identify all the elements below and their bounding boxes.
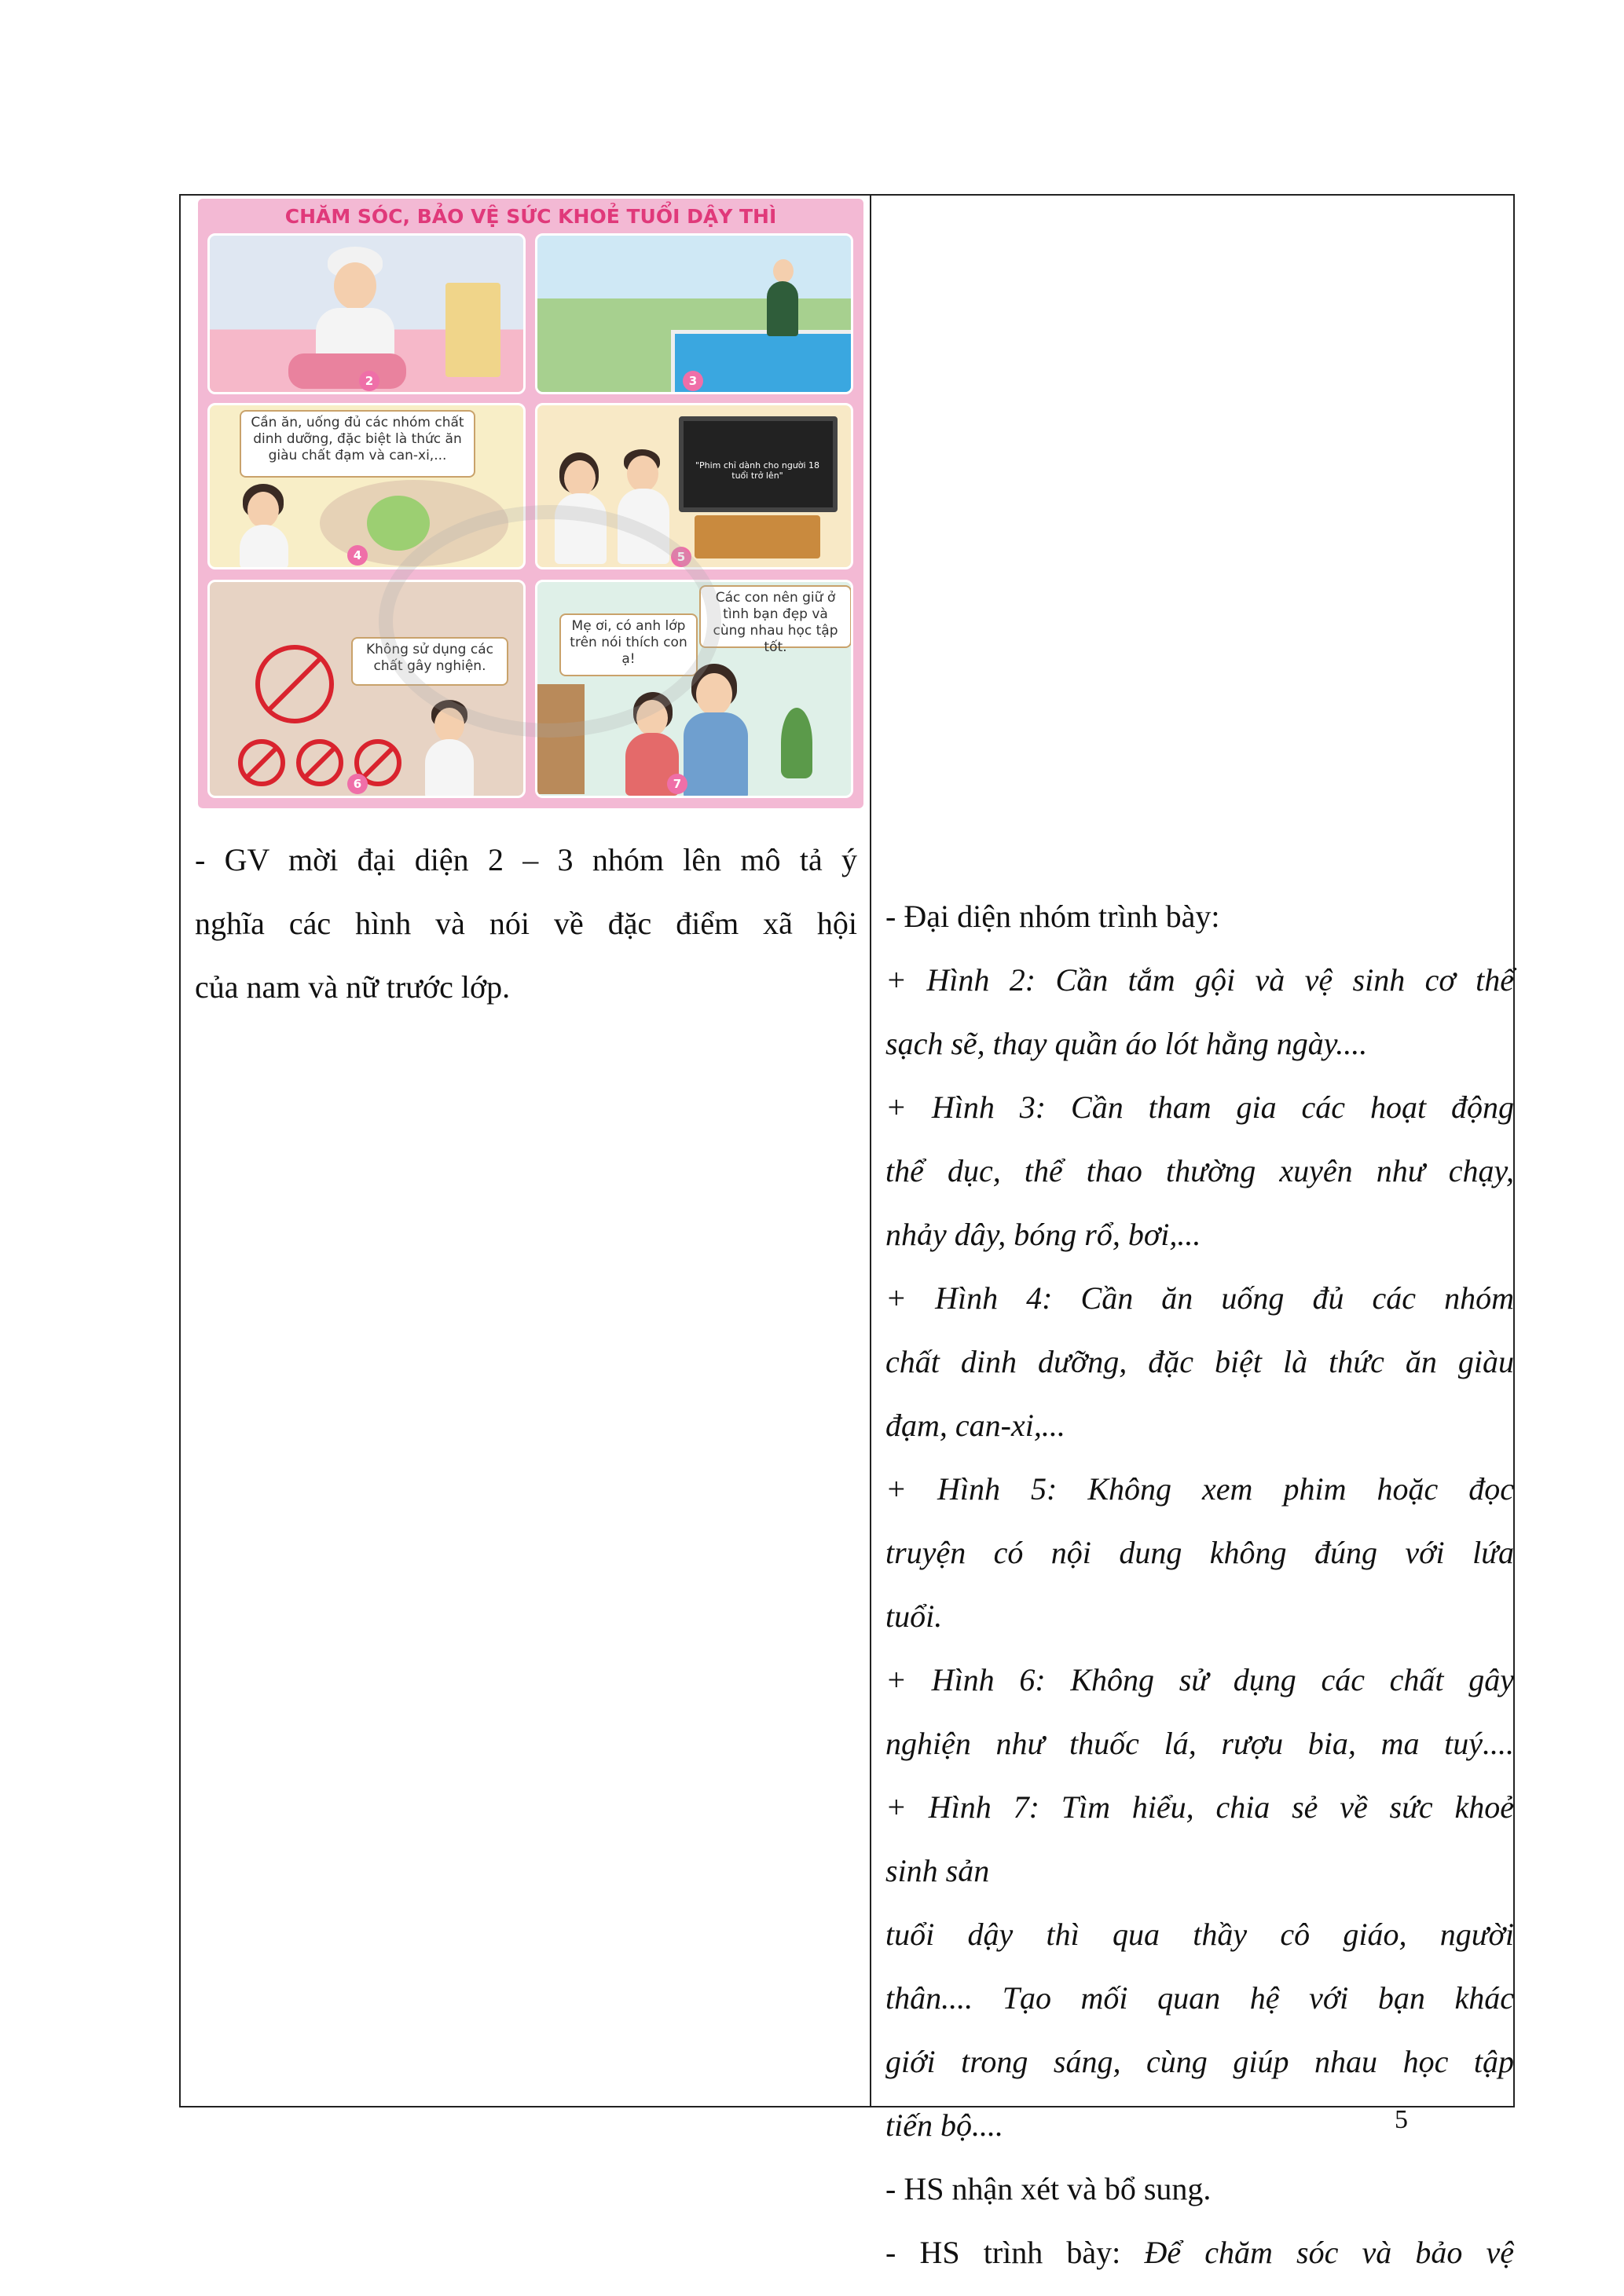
figure-title: CHĂM SÓC, BẢO VỆ SỨC KHOẺ TUỔI DẬY THÌ [284, 205, 777, 228]
text-line: nhảy dây, bóng rổ, bơi,... [885, 1217, 1201, 1252]
text-continuation: Để chăm sóc và bảo vệ [1144, 2235, 1514, 2270]
text-line [885, 2221, 1514, 2284]
text-line: + Hình 6: Không sử dụng các chất gây [885, 1662, 1514, 1697]
text-line: - Đại diện nhóm trình bày: [885, 899, 1220, 934]
text-line: chất dinh dưỡng, đặc biệt là thức ăn giàu [885, 1344, 1514, 1379]
content-table [179, 194, 1515, 2270]
text-line: nghĩa các hình và nói về đặc điểm xã hội [195, 906, 857, 941]
text-line: + Hình 2: Cần tắm gội và vệ sinh cơ thể [885, 962, 1514, 998]
text-line: + Hình 3: Cần tham gia các hoạt động [885, 1089, 1514, 1125]
text-line: thể dục, thể thao thường xuyên như chạy, [885, 1153, 1514, 1188]
text-line: + Hình 7: Tìm hiểu, chia sẻ về sức khoẻ [885, 1789, 1514, 1825]
text-line: + Hình 4: Cần ăn uống đủ các nhóm [885, 1280, 1514, 1316]
panel-number: 3 [683, 371, 703, 391]
teacher-instruction [195, 828, 857, 1019]
text-line: tiến bộ.... [885, 2107, 1003, 2143]
panel-number: 5 [671, 547, 691, 567]
speech-bubble: Cần ăn, uống đủ các nhóm chất dinh dưỡng, đặc biệt là thức ăn giàu chất đạm và can-xi,... [240, 410, 475, 478]
speech-bubble: Các con nên giữ ở tình bạn đẹp và cùng nhau học tập tốt. [699, 585, 852, 648]
panel-sports [535, 233, 853, 394]
tv-caption: "Phim chỉ dành cho người 18 tuổi trở lên" [695, 460, 820, 481]
publisher-watermark [379, 505, 721, 738]
text-line: - HS nhận xét và bổ sung. [885, 2171, 1212, 2206]
panel-number: 6 [347, 774, 368, 794]
left-column [181, 196, 871, 2106]
text-line: truyện có nội dung không đúng với lứa [885, 1535, 1514, 1570]
text-line: thân.... Tạo mối quan hệ với bạn khác [885, 1980, 1514, 2016]
text-line: đạm, can-xi,... [885, 1408, 1065, 1443]
speech-bubble: Mẹ ơi, có anh lớp trên nói thích con ạ! [559, 613, 698, 676]
panel-hygiene [207, 233, 526, 394]
text-line: + Hình 5: Không xem phim hoặc đọc [885, 1471, 1514, 1507]
text-prefix: - HS trình bày: [885, 2235, 1145, 2270]
speech-bubble: Không sử dụng các chất gây nghiện. [351, 637, 508, 686]
text-line: giới trong sáng, cùng giúp nhau học tập [885, 2044, 1514, 2079]
text-line: của nam và nữ trước lớp. [195, 969, 511, 1005]
page-number: 5 [1395, 2105, 1408, 2134]
text-line: nghiện như thuốc lá, rượu bia, ma tuý.... [885, 1726, 1514, 1761]
panel-number: 4 [347, 545, 368, 566]
student-answers [885, 884, 1514, 2284]
text-line: tuổi dậy thì qua thầy cô giáo, người [885, 1917, 1514, 1952]
textbook-illustration [198, 199, 863, 808]
right-column [871, 196, 1514, 2270]
panel-number: 7 [667, 774, 687, 794]
panel-number: 2 [359, 371, 379, 391]
text-line: tuổi. [885, 1598, 943, 1634]
text-line: sinh sản [885, 1853, 990, 1888]
text-line: - GV mời đại diện 2 – 3 nhóm lên mô tả ý [195, 842, 857, 877]
text-line: sạch sẽ, thay quần áo lót hằng ngày.... [885, 1026, 1368, 1061]
